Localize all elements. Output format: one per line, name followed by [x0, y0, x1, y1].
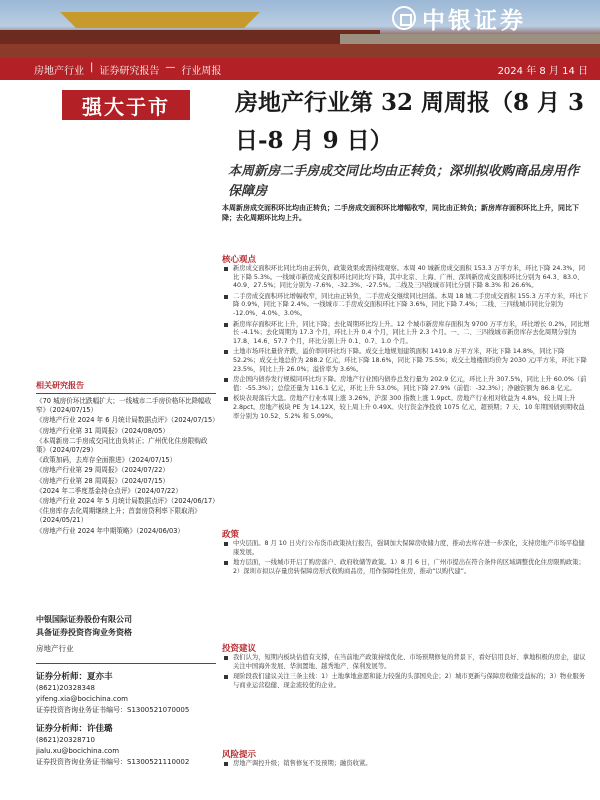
- related-reports-sidebar: [36, 380, 219, 537]
- risk-bullet-list: [222, 760, 590, 771]
- analyst-phone: (8621)20328710: [36, 736, 95, 744]
- palace-wall-graphic: [0, 44, 600, 58]
- analyst-block: [36, 660, 216, 768]
- list-item: 土地市场环比量价齐跌，溢价率同环比均下降。成交土地规划建筑面积 1419.8 万平方米，环比下降 14.8%，同比下降 52.2%；成交土地总价为 288.2 亿元，环比下降 18.6%，同比下降 75.5%；成交土地楼面均价为 2030 元/平方米，环比下降 23.5%，同比上升 26.0%；溢价率为 3.6%。: [222, 348, 590, 374]
- list-item: 新房成交面积环比同比均由正转负，政策效果或需持续观察。本周 40 城新房成交面积 153.3 万平方米，环比下降 24.3%，同比下降 5.3%。一线城市新房成交面积环比同比均下降，其中北京、上海、广州、深圳新房成交面积环比分别为 64.3、83.0、40.9、27.5%；同比分别为 -7.6%、-32.3%、-27.5%。二线及三四线城市同比分别下降 8.3% 和 26.6%。: [222, 265, 590, 291]
- related-report-link[interactable]: 《房地产行业 2024 年 5 月统计局数据点评》（2024/06/17）: [36, 497, 219, 506]
- crumb-type: 证券研究报告: [99, 65, 160, 77]
- analyst-name: 证券分析师：许佳璐: [36, 724, 113, 734]
- advice-bullet-list: [222, 654, 590, 692]
- company-name: 中银国际证券股份有限公司 具备证券投资咨询业务资格: [36, 615, 132, 637]
- related-report-link[interactable]: 《本周新房二手房成交同比由负转正；广州优化住房限购政策》（2024/07/29）: [36, 436, 208, 455]
- core-bullet-list: [222, 265, 590, 423]
- related-reports-heading: 相关研究报告: [36, 380, 216, 394]
- divider: [36, 663, 216, 664]
- crumb-sector: 房地产行业: [34, 65, 84, 77]
- analyst-name: 证券分析师：夏亦丰: [36, 672, 113, 682]
- related-report-link[interactable]: 《房地产行业 2024 年中期策略》（2024/06/03）: [36, 526, 184, 535]
- section-policy-heading: 政策: [222, 530, 240, 540]
- crumb-subtype: 行业周报: [181, 65, 222, 77]
- report-date: 2024 年 8 月 14 日: [497, 65, 588, 77]
- section-risk-heading: 风险提示: [222, 750, 257, 760]
- list-item: 房企国内债券发行规模同环比均下降。房地产行业国内债券总发行量为 202.9 亿元，环比上升 307.5%，同比上升 60.0%（前值：-55.3%）；总偿还量为 116.1 亿元，环比上升 53.0%，同比下降 27.9%（前值：-32.3%）；净融资额为 86.8 亿元。: [222, 376, 590, 393]
- analyst-phone: (8621)20328348: [36, 684, 95, 692]
- header-banner-image: [0, 0, 600, 58]
- analyst-email[interactable]: jialu.xu@bocichina.com: [36, 747, 120, 755]
- palace-eaves-graphic: [0, 30, 380, 44]
- report-topbar: [0, 58, 600, 80]
- list-item: 房地产调控升级；销售修复不及预期；融资收紧。: [222, 760, 590, 769]
- related-report-link[interactable]: 《房地产行业 2024 年 6 月统计局数据点评》（2024/07/15）: [36, 416, 219, 425]
- list-item: 二手房成交面积环比增幅收窄，同比由正转负，二手房成交继续同比回落。本周 18 城二手房成交面积 155.3 万平方米，环比下降 0.9%，同比下降 2.4%。一线城市二手房成交面积环比下降 3.6%，同比下降 7.4%；二线、三四线城市同比分别为 -12.0%、4.0%、3.0%。: [222, 293, 590, 319]
- section-core-heading: 核心观点: [222, 255, 257, 265]
- related-report-link[interactable]: 《房地产行业第 29 周周报》（2024/07/22）: [36, 466, 170, 475]
- list-item: 中央层面。8 月 10 日央行公布货币政策执行报告，强调加大保障房收储力度，推动去库存进一步深化，支持房地产市场平稳健康发展。: [222, 540, 590, 557]
- list-item: 现阶段我们建议关注三条主线：1）土地拿地意愿和能力较强的头部国央企；2）城市更新与保障房收储受益标的；3）物业服务与商业运营稳健、现金流较优的企业。: [222, 673, 590, 690]
- palace-roof-graphic: [60, 12, 260, 28]
- sector-label: 房地产行业: [36, 644, 74, 653]
- related-report-link[interactable]: 《房地产行业第 31 周周报》（2024/08/05）: [36, 426, 170, 435]
- list-item: 地方层面，一线城市开启了购房落户、政府收储等政策。1）8 月 6 日，广州市提出在符合条件的区域调整优化住房限购政策；2）深圳市拟以存量房转保障房形式收购商品房，用作保障性住房，推动“以购代建”。: [222, 559, 590, 576]
- brand-name: 中银证券: [422, 7, 526, 34]
- analyst-email[interactable]: yifeng.xia@bocichina.com: [36, 695, 128, 703]
- list-item: 板块表现落后大盘。房地产行业本周上涨 3.26%，沪深 300 指数上涨 1.9pct。房地产行业相对收益为 4.8%，较上周上升 2.8pct。房地产板块 PE 为 14.12X，较上周上升 0.49X。央行资金净投放 1075 亿元，超预期；7 天、10 年期国债到期收益率分别为 10.52、5.2% 和 5.09%。: [222, 395, 590, 421]
- lead-summary: 本周新房成交面积环比均由正转负；二手房成交面积环比增幅收窄，同比由正转负；新房库存面积环比上升，同比下降；去化周期环比均上升。: [222, 204, 579, 222]
- related-report-link[interactable]: 《房地产行业第 28 周周报》（2024/07/15）: [36, 476, 170, 485]
- brand-logo-group: [392, 4, 526, 32]
- rating-badge: 强大于市: [62, 90, 190, 120]
- related-report-link[interactable]: 《政策加码，去库存全面推进》（2024/07/15）: [36, 456, 177, 465]
- related-report-link[interactable]: 《70 城房价环比跌幅扩大；一线城市二手房价格环比降幅收窄》（2024/07/15）: [36, 397, 212, 415]
- analyst-cert: 证券投资咨询业务证书编号：S1300521110002: [36, 758, 190, 766]
- list-item: 新房库存面积环比上升，同比下降；去化周期环比均上升。12 个城市新房库存面积为 9700 万平方米，环比增长 0.2%，同比增长 -4.1%；去化周期为 17.3 个月，环比上升 0.4 个月，同比上升 2.3 个月。一、二、三四线城市新房库存去化周期分别为 17.8、14.6、57.7 个月，环比分别上升 0.1、0.7、1.0 个月。: [222, 321, 590, 347]
- related-report-link[interactable]: 《住房库存去化周期继续上升；首套房贷利率下限取消》（2024/05/21）: [36, 507, 201, 525]
- related-report-link[interactable]: 《2024 年二季度基金持仓点评》（2024/07/22）: [36, 486, 182, 495]
- crumb-separator: —: [165, 61, 176, 73]
- page-title: 房地产行业第 32 周周报（8 月 3 日-8 月 9 日）: [235, 89, 585, 154]
- boc-logo-icon: [392, 6, 416, 30]
- list-item: 我们认为，短期内板块估值有支撑，在当前地产政策持续优化、市场预期修复的背景下，看好信用良好、拿地积极的房企，建议关注中国海外发展、华润置地、越秀地产、保利发展等。: [222, 654, 590, 671]
- analyst-cert: 证券投资咨询业务证书编号：S1300521070005: [36, 706, 190, 714]
- section-advice-heading: 投资建议: [222, 644, 257, 654]
- policy-bullet-list: [222, 540, 590, 578]
- crumb-separator: |: [90, 61, 94, 73]
- page-subtitle: 本周新房二手房成交同比均由正转负；深圳拟收购商品房用作保障房: [228, 164, 580, 199]
- breadcrumb: [34, 62, 221, 77]
